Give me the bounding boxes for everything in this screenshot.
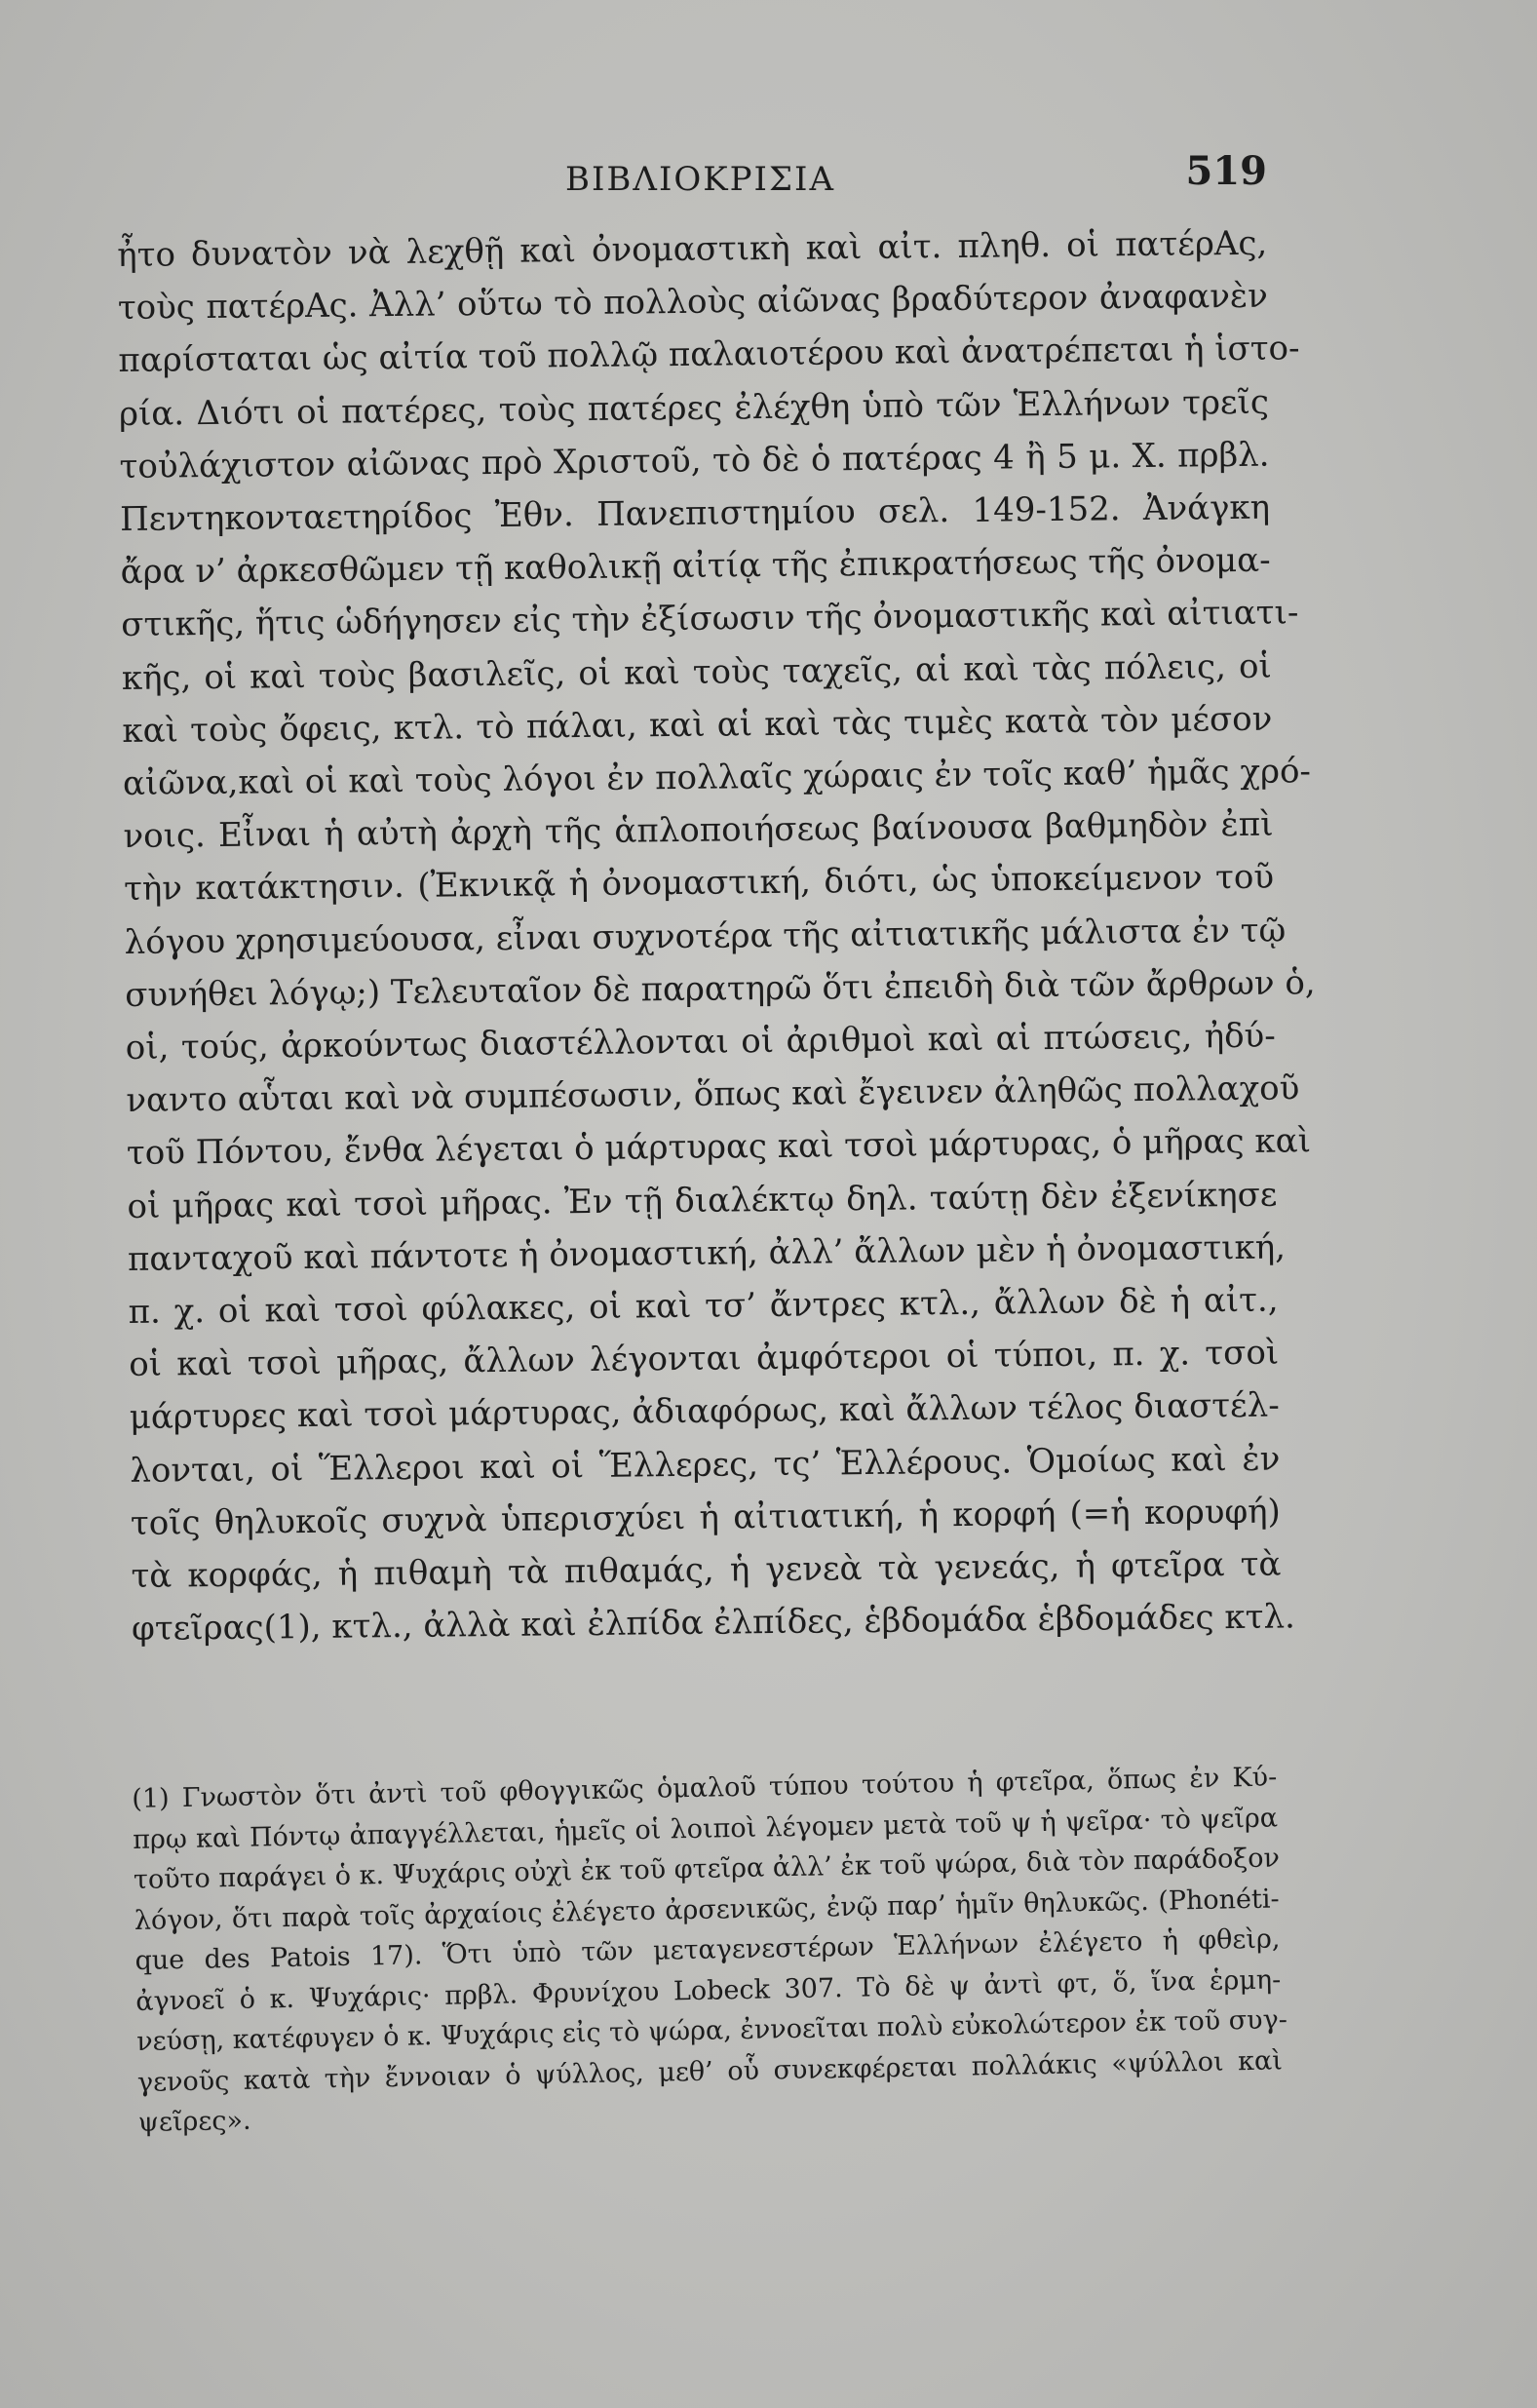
- footnote-line: πρῳ καὶ Πόντῳ ἀπαγγέλλεται, ἡμεῖς οἱ λοιποὶ λέγομεν μετὰ τοῦ ψ ἡ ψεῖρα· τὸ ψεῖρα: [132, 1802, 1279, 1855]
- text-line: ἄρα ν’ ἀρκεσθῶμεν τῇ καθολικῇ αἰτίᾳ τῆς ἐπικρατήσεως τῆς ὀνομα-: [120, 540, 1271, 593]
- text-line: οἱ μῆρας καὶ τσοὶ μῆρας. Ἐν τῇ διαλέκτῳ δηλ. ταύτῃ δὲν ἐξενίκησε: [127, 1175, 1278, 1226]
- text-line: ναντο αὗται καὶ νὰ συμπέσωσιν, ὅπως καὶ ἔγεινεν ἀληθῶς πολλαχοῦ: [126, 1068, 1300, 1121]
- text-line: οἱ καὶ τσοὶ μῆρας, ἄλλων λέγονται ἀμφότεροι οἱ τύποι, π. χ. τσοὶ: [128, 1333, 1280, 1385]
- text-line: νοις. Εἶναι ἡ αὐτὴ ἀρχὴ τῆς ἁπλοποιήσεως βαίνουσα βαθμηδὸν ἐπὶ: [123, 804, 1274, 857]
- text-line: τὰ κορφάς, ἡ πιθαμὴ τὰ πιθαμάς, ἡ γενεὰ τὰ γενεάς, ἡ φτεῖρα τὰ: [131, 1544, 1282, 1597]
- text-line: τὴν κατάκτησιν. (Ἐκνικᾷ ἡ ὀνομαστική, διότι, ὡς ὑποκείμενον τοῦ: [123, 858, 1275, 910]
- text-line: αἰῶνα,καὶ οἱ καὶ τοὺς λόγοι ἐν πολλαῖς χώραις ἐν τοῖς καθ’ ἡμᾶς χρό-: [122, 752, 1312, 803]
- text-line: λονται, οἱ Ἕλλεροι καὶ οἱ Ἕλλερες, τς’ Ἑλλέρους. Ὁμοίως καὶ ἐν: [130, 1439, 1281, 1491]
- footnote-line: τοῦτο παράγει ὁ κ. Ψυχάρις οὐχὶ ἐκ τοῦ φτεῖρα ἀλλ’ ἐκ τοῦ ψώρα, διὰ τὸν παράδοξον: [133, 1843, 1281, 1895]
- text-line: τοὐλάχιστον αἰῶνας πρὸ Χριστοῦ, τὸ δὲ ὁ πατέρας 4 ἢ 5 μ. Χ. πρβλ.: [119, 435, 1270, 486]
- body-text: [117, 217, 1316, 1656]
- footnote-line: λόγον, ὅτι παρὰ τοῖς ἀρχαίοις ἐλέγετο ἀρσενικῶς, ἐνῷ παρ’ ἡμῖν θηλυκῶς. (Phonéti-: [134, 1883, 1280, 1936]
- text-line: οἱ, τούς, ἀρκούντως διαστέλλονται οἱ ἀριθμοὶ καὶ αἱ πτώσεις, ἠδύ-: [125, 1016, 1276, 1068]
- footnote-line: que des Patois 17). Ὅτι ὑπὸ τῶν μεταγενεστέρων Ἑλλήνων ἐλέγετο ἡ φθεὶρ,: [134, 1923, 1281, 1976]
- footnote-line: νεύσῃ, κατέφυγεν ὁ κ. Ψυχάρις εἰς τὸ ψώρα, ἐννοεῖται πολὺ εὐκολώτερον ἐκ τοῦ συγ-: [135, 2004, 1288, 2057]
- text-line: Πεντηκονταετηρίδος Ἐθν. Πανεπιστημίου σελ. 149-152. Ἀνάγκη: [119, 487, 1271, 539]
- footnote-line: ἀγνοεῖ ὁ κ. Ψυχάρις· πρβλ. Φρυνίχου Lobeck 307. Τὸ δὲ ψ ἀντὶ φτ, ὅ, ἵνα ἑρμη-: [135, 1963, 1282, 2017]
- text-line: μάρτυρες καὶ τσοὶ μάρτυρας, ἀδιαφόρως, καὶ ἄλλων τέλος διαστέλ-: [129, 1386, 1280, 1438]
- text-line: λόγου χρησιμεύουσα, εἶναι συχνοτέρα τῆς αἰτιατικῆς μάλιστα ἐν τῷ: [124, 911, 1287, 962]
- text-line: στικῆς, ἥτις ὡδήγησεν εἰς τὴν ἐξίσωσιν τῆς ὀνομαστικῆς καὶ αἰτιατι-: [121, 593, 1299, 645]
- footnote-line: γενοῦς κατὰ τὴν ἔννοιαν ὁ ψύλλος, μεθ’ οὗ συνεκφέρεται πολλάκις «ψύλλοι καὶ: [136, 2044, 1284, 2098]
- footnote-line: ψεῖρες».: [137, 2105, 251, 2138]
- text-line: φτεῖρας(1), κτλ., ἀλλὰ καὶ ἐλπίδα ἐλπίδες, ἑβδομάδα ἑβδομάδες κτλ.: [131, 1597, 1296, 1650]
- page-number: 519: [1185, 148, 1267, 194]
- text-line: τοῖς θηλυκοῖς συχνὰ ὑπερισχύει ἡ αἰτιατική, ἡ κορφή (=ἡ κορυφή): [130, 1492, 1282, 1543]
- page-header: [117, 148, 1267, 207]
- text-line: καὶ τοὺς ὄφεις, κτλ. τὸ πάλαι, καὶ αἱ καὶ τὰς τιμὲς κατὰ τὸν μέσον: [122, 699, 1273, 751]
- footnote-line: (1) Γνωστὸν ὅτι ἀντὶ τοῦ φθογγικῶς ὁμαλοῦ τύπου τούτου ἡ φτεῖρα, ὅπως ἐν Κύ-: [132, 1762, 1278, 1814]
- text-line: τοῦ Πόντου, ἔνθα λέγεται ὁ μάρτυρας καὶ τσοὶ μάρτυρας, ὁ μῆρας καὶ: [126, 1121, 1312, 1174]
- text-line: ρία. Διότι οἱ πατέρες, τοὺς πατέρες ἐλέχθη ὑπὸ τῶν Ἑλλήνων τρεῖς: [118, 382, 1270, 434]
- text-line: π. χ. οἱ καὶ τσοὶ φύλακες, οἱ καὶ τσ’ ἄντρες κτλ., ἄλλων δὲ ἡ αἰτ.,: [128, 1280, 1279, 1333]
- footnote: [132, 1757, 1288, 2143]
- running-title: ΒΙΒΛΙΟΚΡΙΣΙΑ: [565, 160, 835, 199]
- text-line: κῆς, οἱ καὶ τοὺς βασιλεῖς, οἱ καὶ τοὺς ταχεῖς, αἱ καὶ τὰς πόλεις, οἱ: [121, 646, 1272, 698]
- text-line: ἦτο δυνατὸν νὰ λεχθῇ καὶ ὀνομαστικὴ καὶ αἰτ. πληθ. οἱ πατέρΑς,: [117, 223, 1268, 275]
- text-line: πανταχοῦ καὶ πάντοτε ἡ ὀνομαστική, ἀλλ’ ἄλλων μὲν ἡ ὀνομαστική,: [127, 1227, 1287, 1279]
- text-line: συνήθει λόγῳ;) Τελευταῖον δὲ παρατηρῶ ὅτι ἐπειδὴ διὰ τῶν ἄρθρων ὁ,: [125, 963, 1316, 1015]
- text-line: παρίσταται ὡς αἰτία τοῦ πολλῷ παλαιοτέρου καὶ ἀνατρέπεται ἡ ἱστο-: [118, 329, 1300, 381]
- text-line: τοὺς πατέρΑς. Ἀλλ’ οὕτω τὸ πολλοὺς αἰῶνας βραδύτερον ἀναφανὲν: [117, 276, 1268, 329]
